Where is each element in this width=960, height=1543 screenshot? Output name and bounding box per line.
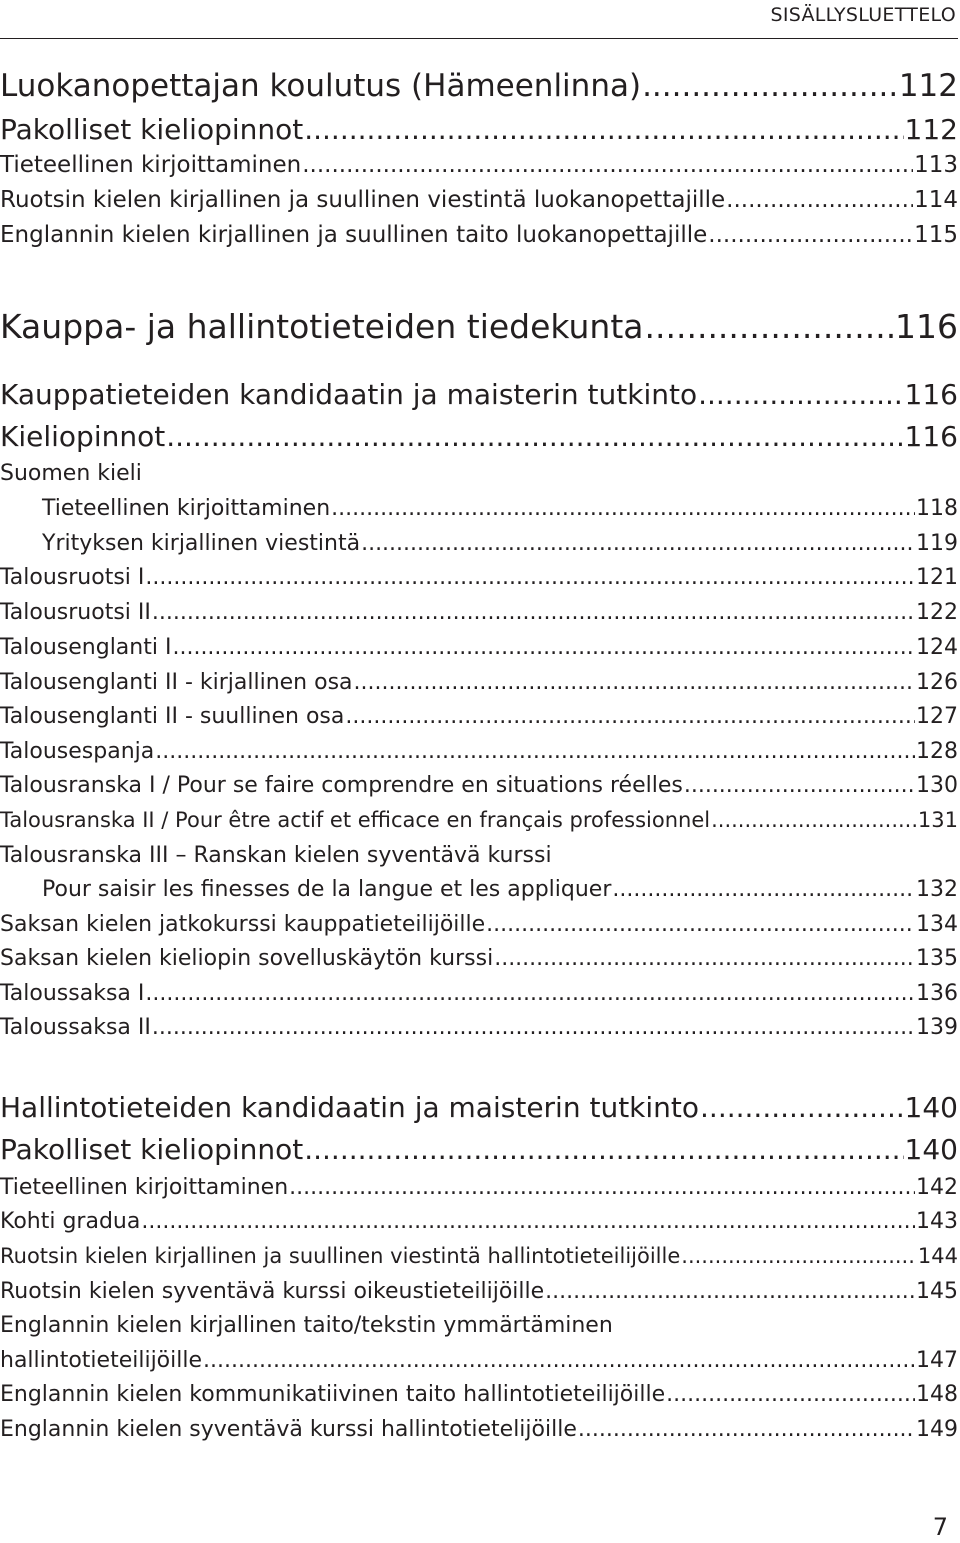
dot-leader: [155, 739, 915, 764]
toc-entry-page: 126: [916, 670, 958, 695]
dot-leader: [166, 420, 903, 453]
toc-entry-page: 145: [916, 1279, 958, 1304]
toc-entry[interactable]: [0, 912, 958, 937]
header-divider: [0, 38, 958, 39]
dot-leader: [172, 635, 915, 660]
toc-entry[interactable]: [0, 1015, 958, 1040]
toc-entry[interactable]: [0, 704, 958, 729]
dot-leader: [152, 1015, 915, 1040]
toc-entry[interactable]: [0, 670, 958, 695]
dot-leader: [711, 808, 917, 832]
toc-entry-page: 119: [916, 531, 958, 556]
toc-entry[interactable]: [0, 1348, 958, 1373]
dot-leader: [612, 877, 915, 902]
toc-entry[interactable]: [0, 946, 958, 971]
dot-leader: [141, 1209, 915, 1234]
toc-entry[interactable]: [42, 877, 958, 902]
toc-entry-page: 128: [916, 739, 958, 764]
toc-entry-page: 122: [916, 600, 958, 625]
dot-leader: [681, 1244, 917, 1268]
dot-leader: [726, 187, 913, 213]
toc-entry-label: Yrityksen kirjallinen viestintä: [42, 531, 361, 556]
toc-subheading: Suomen kieli: [0, 461, 142, 486]
toc-entry-page: 132: [916, 877, 958, 902]
toc-entry[interactable]: [0, 565, 958, 590]
toc-entry[interactable]: [0, 187, 958, 213]
toc-entry[interactable]: [0, 1133, 958, 1166]
toc-entry-label: Tieteellinen kirjoittaminen: [42, 496, 331, 521]
toc-entry-page: 127: [916, 704, 958, 729]
dot-leader: [302, 152, 913, 178]
toc-entry-label: Englannin kielen kirjallinen ja suullinen taito luokanopettajille: [0, 222, 708, 248]
toc-entry-label: Taloussaksa II: [0, 1015, 151, 1040]
toc-entry-label: Talousranska I / Pour se faire comprendre en situations réelles: [0, 773, 683, 798]
toc-entry-label: Kieliopinnot: [0, 420, 166, 453]
toc-entry-label: Saksan kielen jatkokurssi kauppatieteilijöille: [0, 912, 486, 937]
toc-entry-page: 131: [917, 808, 958, 832]
toc-entry-page: 124: [916, 635, 958, 660]
dot-leader: [289, 1175, 915, 1200]
toc-subheading: Talousranska III – Ranskan kielen syventävä kurssi: [0, 843, 552, 868]
toc-entry-label: Kohti gradua: [0, 1209, 141, 1234]
toc-entry-label: Englannin kielen syventävä kurssi hallintotietelijöille: [0, 1417, 577, 1442]
dot-leader: [700, 1091, 904, 1124]
toc-entry-label: Talousenglanti II - suullinen osa: [0, 704, 345, 729]
dot-leader: [645, 307, 895, 346]
dot-leader: [486, 912, 915, 937]
toc-entry-page: 144: [917, 1244, 958, 1268]
toc-entry[interactable]: [0, 1382, 958, 1407]
toc-entry[interactable]: [0, 600, 958, 625]
dot-leader: [331, 496, 915, 521]
toc-entry-label: Hallintotieteiden kandidaatin ja maisterin tutkinto: [0, 1091, 700, 1124]
toc-entry-label: Talousenglanti II - kirjallinen osa: [0, 670, 353, 695]
toc-entry-page: 143: [916, 1209, 958, 1234]
dot-leader: [203, 1348, 915, 1373]
toc-entry[interactable]: [42, 531, 958, 556]
dot-leader: [354, 670, 915, 695]
toc-entry-label: Talousruotsi I: [0, 565, 145, 590]
toc-entry[interactable]: [42, 496, 958, 521]
toc-entry[interactable]: [0, 152, 958, 178]
toc-entry-label: Tieteellinen kirjoittaminen: [0, 1175, 289, 1200]
toc-entry[interactable]: [0, 1091, 958, 1124]
dot-leader: [708, 222, 913, 248]
toc-entry-page: 140: [904, 1091, 958, 1124]
toc-subheading: Englannin kielen kirjallinen taito/tekstin ymmärtäminen: [0, 1313, 613, 1338]
toc-entry-page: 149: [916, 1417, 958, 1442]
dot-leader: [304, 1133, 903, 1166]
toc-entry-page: 112: [904, 113, 958, 146]
toc-faculty-heading[interactable]: [0, 307, 958, 346]
toc-entry[interactable]: [0, 1244, 958, 1268]
dot-leader: [345, 704, 915, 729]
dot-leader: [152, 600, 915, 625]
toc-entry-page: 118: [916, 496, 958, 521]
toc-entry-page: 147: [916, 1348, 958, 1373]
dot-leader: [684, 773, 915, 798]
toc-entry[interactable]: [0, 378, 958, 411]
toc-entry-page: 134: [916, 912, 958, 937]
toc-entry[interactable]: [0, 981, 958, 1006]
toc-entry-label: hallintotieteilijöille: [0, 1348, 203, 1373]
toc-entry-label: Kauppa- ja hallintotieteiden tiedekunta: [0, 307, 644, 346]
toc-entry[interactable]: [0, 635, 958, 660]
dot-leader: [578, 1417, 915, 1442]
toc-entry-label: Talousenglanti I: [0, 635, 172, 660]
toc-entry[interactable]: [0, 113, 958, 146]
toc-entry-page: 142: [916, 1175, 958, 1200]
toc-entry-label: Englannin kielen kommunikatiivinen taito hallintotieteilijöille: [0, 1382, 666, 1407]
toc-entry-page: 115: [914, 222, 958, 248]
dot-leader: [361, 531, 915, 556]
toc-entry[interactable]: [0, 420, 958, 453]
dot-leader: [698, 378, 903, 411]
toc-entry-page: 140: [904, 1133, 958, 1166]
toc-entry-label: Kauppatieteiden kandidaatin ja maisterin tutkinto: [0, 378, 698, 411]
dot-leader: [304, 113, 903, 146]
toc-entry[interactable]: [0, 808, 958, 832]
dot-leader: [642, 68, 898, 104]
toc-entry-label: Luokanopettajan koulutus (Hämeenlinna): [0, 68, 642, 104]
toc-entry-page: 135: [916, 946, 958, 971]
toc-entry-page: 116: [904, 420, 958, 453]
toc-entry[interactable]: [0, 222, 958, 248]
toc-entry[interactable]: [0, 1279, 958, 1304]
dot-leader: [666, 1382, 915, 1407]
dot-leader: [145, 981, 915, 1006]
toc-entry[interactable]: [0, 739, 958, 764]
dot-leader: [545, 1279, 915, 1304]
page-number: 7: [932, 1513, 948, 1541]
toc-entry[interactable]: [0, 773, 958, 798]
toc-entry[interactable]: [0, 68, 958, 104]
toc-entry[interactable]: [0, 1175, 958, 1200]
toc-entry-page: 121: [916, 565, 958, 590]
toc-entry-page: 116: [895, 307, 958, 346]
dot-leader: [494, 946, 915, 971]
toc-entry-label: Talousespanja: [0, 739, 155, 764]
toc-entry-page: 148: [916, 1382, 958, 1407]
header-title: SISÄLLYSLUETTELO: [770, 4, 956, 26]
toc-entry-page: 116: [904, 378, 958, 411]
toc-entry-page: 113: [914, 152, 958, 178]
toc-entry-label: Tieteellinen kirjoittaminen: [0, 152, 302, 178]
toc-entry-label: Talousranska II / Pour être actif et efficace en français professionnel: [0, 808, 711, 832]
toc-entry-label: Pakolliset kieliopinnot: [0, 1133, 304, 1166]
toc-entry-page: 130: [916, 773, 958, 798]
toc-entry-label: Saksan kielen kieliopin sovelluskäytön kurssi: [0, 946, 494, 971]
toc-entry-label: Ruotsin kielen syventävä kurssi oikeustieteilijöille: [0, 1279, 545, 1304]
toc-entry[interactable]: [0, 1209, 958, 1234]
toc-entry-label: Pakolliset kieliopinnot: [0, 113, 304, 146]
toc-entry-label: Pour saisir les finesses de la langue et les appliquer: [42, 877, 612, 902]
toc-entry-page: 139: [916, 1015, 958, 1040]
dot-leader: [145, 565, 915, 590]
toc-entry-page: 136: [916, 981, 958, 1006]
toc-entry-label: Ruotsin kielen kirjallinen ja suullinen viestintä luokanopettajille: [0, 187, 726, 213]
toc-entry[interactable]: [0, 1417, 958, 1442]
toc-entry-page: 112: [898, 68, 958, 104]
toc-entry-label: Taloussaksa I: [0, 981, 145, 1006]
toc-entry-page: 114: [914, 187, 958, 213]
toc-entry-label: Talousruotsi II: [0, 600, 151, 625]
toc-entry-label: Ruotsin kielen kirjallinen ja suullinen viestintä hallintotieteilijöille: [0, 1244, 681, 1268]
